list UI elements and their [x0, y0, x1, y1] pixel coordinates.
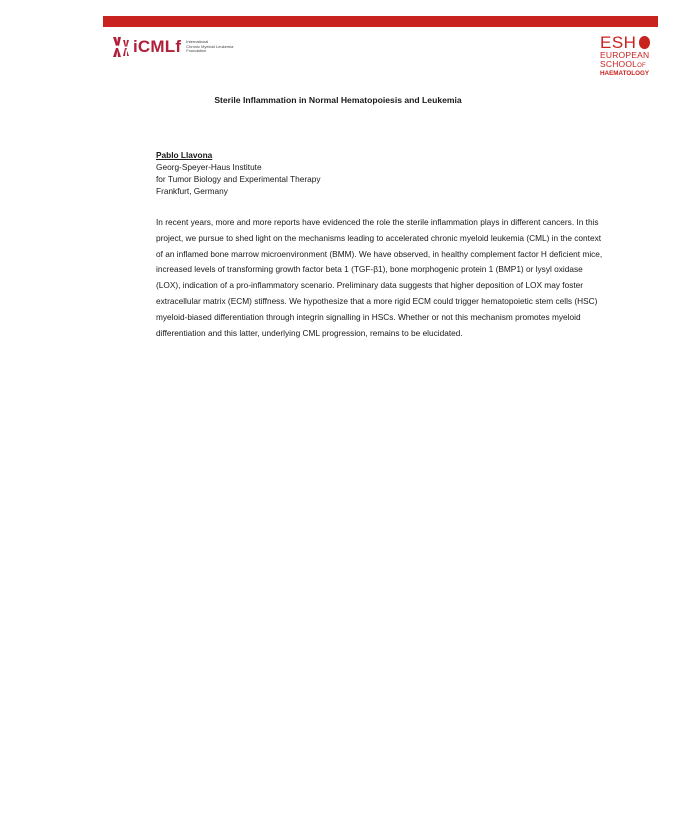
icmlf-logo — [110, 36, 233, 58]
header-accent-bar — [103, 16, 658, 27]
esh-dot-icon — [639, 36, 650, 49]
icmlf-subtitle-line: Chronic Myeloid Leukemia — [186, 43, 234, 49]
abstract-paragraph: In recent years, more and more reports have evidenced the role the sterile inflammation plays in different cancers. In this project, we pursue to shed light on the mechanisms leading to accelerated chronic myeloid leukemia (CML) in the context of an inflamed bone marrow microenvironment (BMM). We have observed, in healthy complement factor H deficient mice, increased levels of transforming growth factor beta 1 (TGF-β1), bone morphogenic protein 1 (BMP1) or lysyl oxidase (LOX), indication of a pro-inflammatory scenario. Preliminary data suggests that higher deposition of LOX may foster extracellular matrix (ECM) stiffness. We hypothesize that a more rigid ECM could trigger hematopoietic stem cells (HSC) myeloid-biased differentiation through integrin signalling in HSCs. Whether or not this mechanism promotes myeloid differentiation and this latter, underlying CML progression, remains to be elucidated. — [156, 217, 603, 338]
icmlf-wordmark: iCMLf — [133, 37, 182, 56]
author-block — [156, 149, 320, 197]
affiliation-line: Frankfurt, Germany — [156, 186, 228, 196]
esh-title — [600, 34, 650, 51]
icmlf-subtitle — [186, 40, 233, 54]
esh-line-haematology: HAEMATOLOGY — [600, 70, 650, 77]
esh-title-text: ESH — [600, 33, 637, 52]
author-name: Pablo Llavona — [156, 150, 213, 160]
esh-line-school — [600, 60, 650, 71]
esh-school-text: SCHOOL — [600, 58, 638, 69]
esh-line-european: EUROPEAN — [600, 50, 650, 60]
document-title: Sterile Inflammation in Normal Hematopoiesis and Leukemia — [214, 95, 462, 105]
affiliation-line: Georg-Speyer-Haus Institute — [156, 162, 262, 172]
affiliation-line: for Tumor Biology and Experimental Therapy — [156, 174, 321, 184]
icmlf-subtitle-line: Foundation — [186, 48, 207, 54]
esh-of-text: OF — [637, 62, 646, 69]
esh-logo — [600, 34, 650, 77]
chromosome-icon — [110, 36, 130, 58]
icmlf-subtitle-line: International — [186, 39, 209, 45]
